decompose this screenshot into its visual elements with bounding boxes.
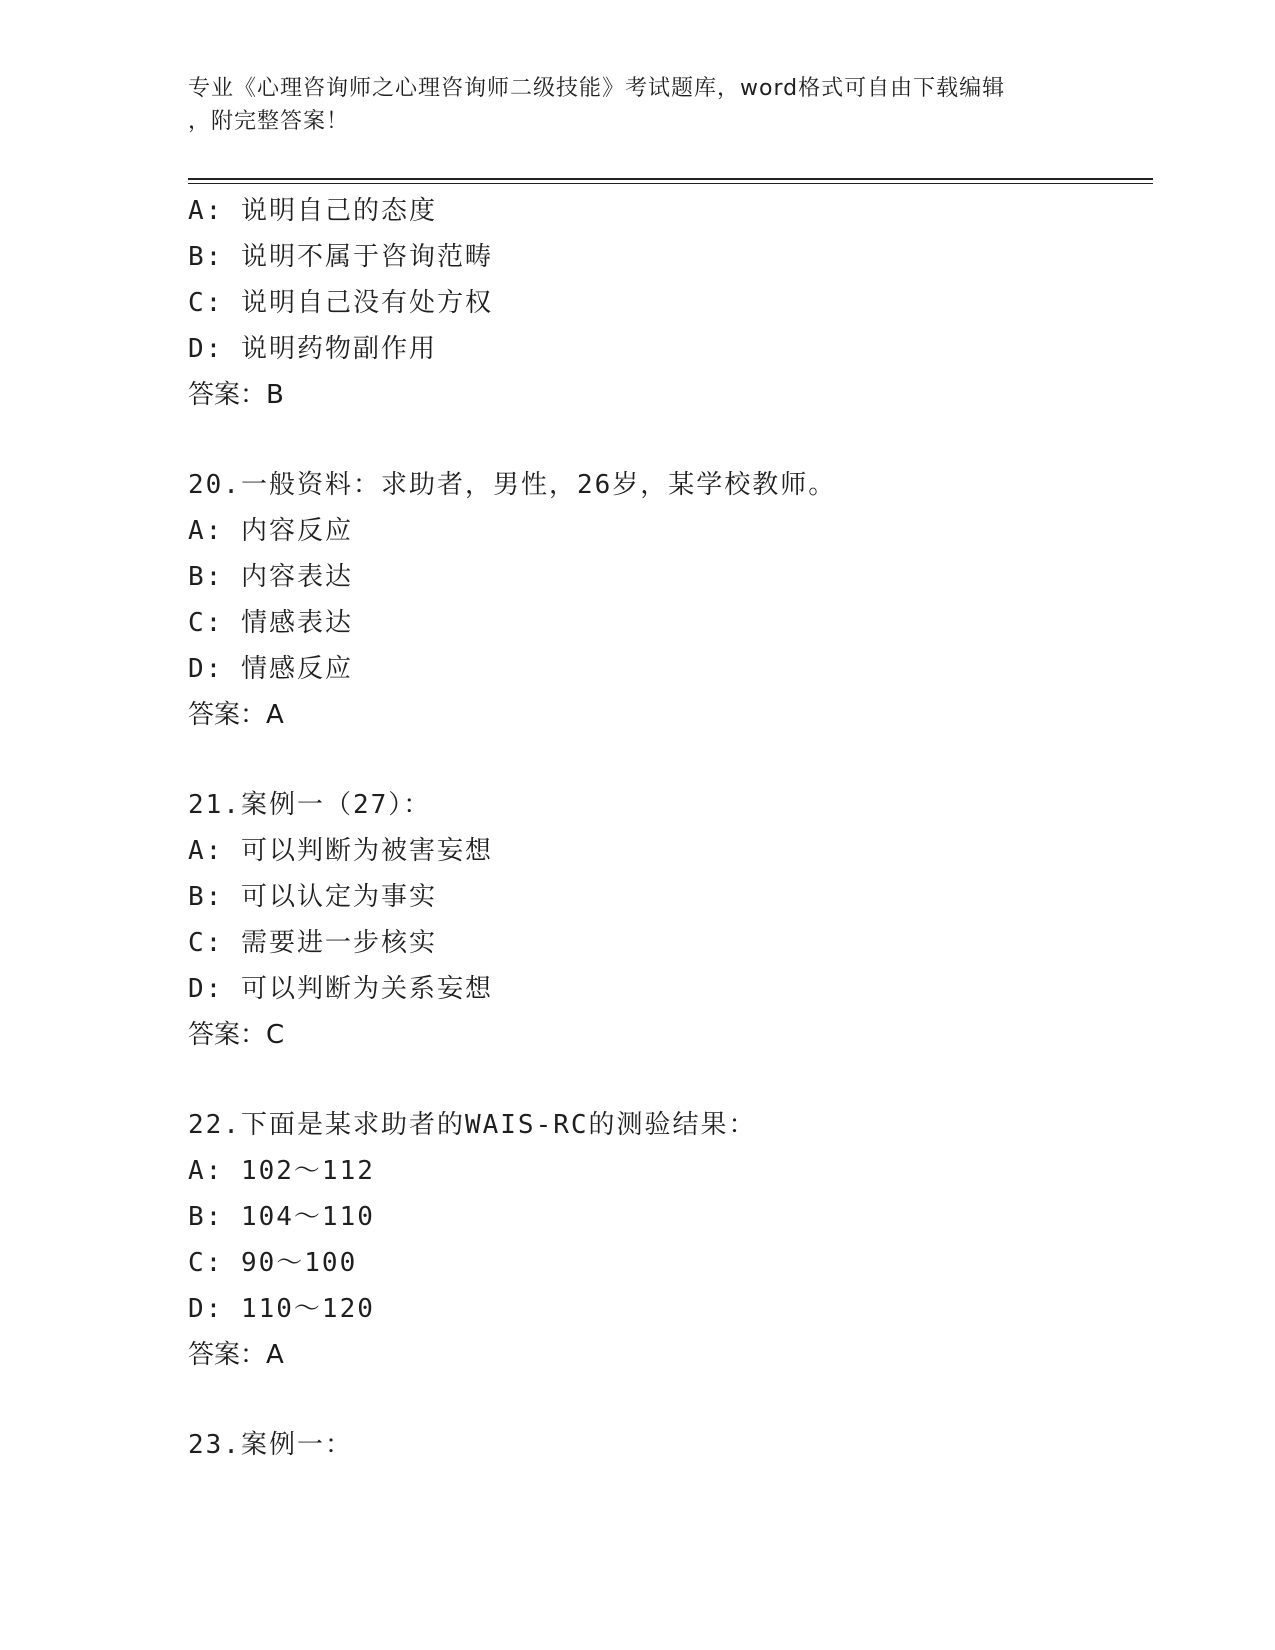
option-c: C: 情感表达 bbox=[188, 608, 353, 638]
answer: 答案：A bbox=[188, 1340, 284, 1370]
option-c: C: 需要进一步核实 bbox=[188, 928, 437, 958]
option-c: C: 90～100 bbox=[188, 1248, 358, 1278]
answer: 答案：B bbox=[188, 380, 284, 410]
spacer bbox=[188, 738, 1148, 782]
question-text: 20.一般资料：求助者，男性，26岁，某学校教师。 bbox=[188, 470, 837, 500]
option-c: C: 说明自己没有处方权 bbox=[188, 288, 493, 318]
question-22 bbox=[188, 1102, 1148, 1378]
option-a: A: 内容反应 bbox=[188, 516, 353, 546]
spacer bbox=[188, 1378, 1148, 1422]
question-list bbox=[188, 188, 1148, 1468]
option-d: D: 可以判断为关系妄想 bbox=[188, 974, 493, 1004]
option-d: D: 110～120 bbox=[188, 1294, 375, 1324]
answer: 答案：C bbox=[188, 1020, 285, 1050]
option-d: D: 说明药物副作用 bbox=[188, 334, 437, 364]
header-title-line-1: 专业《心理咨询师之心理咨询师二级技能》考试题库，word格式可自由下载编辑 bbox=[188, 76, 1006, 101]
option-a: A: 说明自己的态度 bbox=[188, 196, 437, 226]
header-divider-thin bbox=[188, 183, 1153, 184]
question-text: 23.案例一： bbox=[188, 1430, 353, 1460]
spacer bbox=[188, 1058, 1148, 1102]
answer: 答案：A bbox=[188, 700, 284, 730]
option-b: B: 说明不属于咨询范畴 bbox=[188, 242, 493, 272]
question-21 bbox=[188, 782, 1148, 1058]
question-text: 22.下面是某求助者的WAIS-RC的测验结果： bbox=[188, 1110, 757, 1140]
option-b: B: 内容表达 bbox=[188, 562, 353, 592]
spacer bbox=[188, 418, 1148, 462]
header-title-line-2: ，附完整答案！ bbox=[188, 109, 350, 134]
question-text: 21.案例一（27）： bbox=[188, 790, 432, 820]
header-divider-thick bbox=[188, 178, 1153, 180]
question-20 bbox=[188, 462, 1148, 738]
option-b: B: 104～110 bbox=[188, 1202, 375, 1232]
option-b: B: 可以认定为事实 bbox=[188, 882, 437, 912]
document-header bbox=[188, 72, 1068, 138]
option-d: D: 情感反应 bbox=[188, 654, 353, 684]
option-a: A: 可以判断为被害妄想 bbox=[188, 836, 493, 866]
option-a: A: 102～112 bbox=[188, 1156, 375, 1186]
question-23 bbox=[188, 1422, 1148, 1468]
question-19 bbox=[188, 188, 1148, 418]
